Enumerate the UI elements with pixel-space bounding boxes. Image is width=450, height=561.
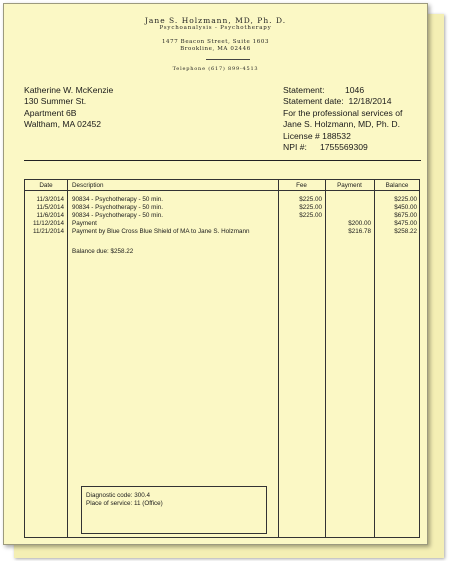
header-payment: Payment <box>337 182 362 189</box>
statement-date: 12/18/2014 <box>348 96 392 107</box>
row-description: 90834 - Psychotherapy - 50 min. <box>72 204 164 211</box>
column-divider <box>67 180 68 537</box>
patient-city: Waltham, MA 02452 <box>24 119 102 130</box>
statement-date-label: Statement date: <box>283 96 344 107</box>
patient-apartment: Apartment 6B <box>24 107 77 118</box>
diagnosis-box <box>81 486 267 534</box>
header-fee: Fee <box>296 182 307 189</box>
row-balance: $225.00 <box>394 196 417 203</box>
npi-number: 1755569309 <box>320 142 368 153</box>
row-balance: $675.00 <box>394 212 417 219</box>
row-description: Payment by Blue Cross Blue Shield of MA to Jane S. Holzmann <box>72 228 250 235</box>
row-date: 11/12/2014 <box>32 220 64 227</box>
patient-name: Katherine W. McKenzie <box>24 85 114 95</box>
provider-name: Jane S. Holzmann, MD, Ph. D. <box>283 119 401 130</box>
letterhead-telephone: Telephone (617) 899-4513 <box>172 66 259 72</box>
row-description: Payment <box>72 220 97 227</box>
letterhead-address: 1477 Beacon Street, Suite 1603 <box>161 39 270 45</box>
row-payment: $200.00 <box>348 220 371 227</box>
license-number: License # 188532 <box>283 130 351 141</box>
row-description: 90834 - Psychotherapy - 50 min. <box>72 212 164 219</box>
letterhead-city: Brookline, MA 02446 <box>180 46 251 52</box>
letterhead-divider <box>206 59 250 60</box>
services-line: For the professional services of <box>283 107 403 118</box>
row-payment: $216.78 <box>348 228 371 235</box>
row-balance: $475.00 <box>394 220 417 227</box>
patient-address-block <box>24 85 113 131</box>
row-date: 11/21/2014 <box>32 228 64 235</box>
letterhead-specialty: Psychoanalysis - Psychotherapy <box>159 25 272 31</box>
diagnostic-code: Diagnostic code: 300.4 <box>86 492 151 499</box>
statement-number-label: Statement: <box>283 85 325 95</box>
place-of-service: Place of service: 11 (Office) <box>86 500 163 508</box>
row-balance: $450.00 <box>394 204 417 211</box>
row-fee: $225.00 <box>299 212 322 219</box>
statement-info-block <box>283 85 423 153</box>
header-balance: Balance <box>385 182 409 189</box>
patient-street: 130 Summer St. <box>24 96 87 107</box>
statement-table <box>24 179 420 538</box>
section-divider <box>24 160 421 161</box>
balance-due: Balance due: $258.22 <box>72 248 134 255</box>
letterhead-name: Jane S. Holzmann, MD, Ph. D. <box>144 16 287 25</box>
statement-page <box>3 3 428 545</box>
row-date: 11/6/2014 <box>36 212 64 219</box>
row-date: 11/5/2014 <box>36 204 64 211</box>
row-fee: $225.00 <box>299 196 322 203</box>
row-fee: $225.00 <box>299 204 322 211</box>
header-description: Description <box>72 182 104 189</box>
row-balance: $258.22 <box>394 228 417 235</box>
statement-number: 1046 <box>345 85 365 95</box>
header-rule <box>25 190 419 191</box>
column-divider <box>278 180 279 537</box>
header-date: Date <box>39 182 53 189</box>
npi-label: NPI #: <box>283 142 307 153</box>
row-description: 90834 - Psychotherapy - 50 min. <box>72 196 164 203</box>
row-date: 11/3/2014 <box>36 196 64 203</box>
